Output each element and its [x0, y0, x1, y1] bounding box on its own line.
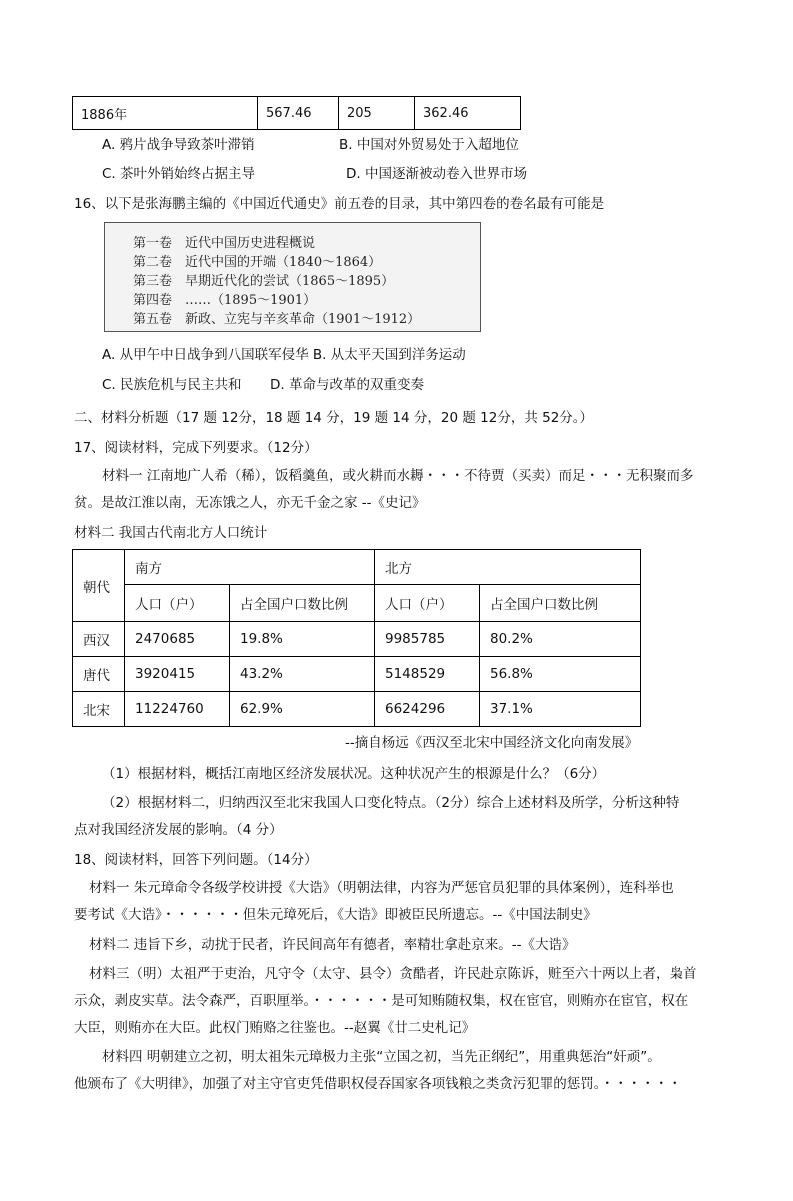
- cell-south-pop: 2470685: [125, 622, 230, 657]
- table-row: [73, 585, 641, 622]
- table-cell: 1886年: [73, 97, 258, 130]
- header-north: 北方: [375, 550, 641, 585]
- table-source: --摘自杨远《西汉至北宋中国经济文化向南发展》: [345, 735, 639, 751]
- cell-dynasty: 唐代: [73, 657, 125, 692]
- q18-stem: 18、阅读材料，回答下列问题。（14分）: [74, 852, 318, 868]
- q16-stem: 16、以下是张海鹏主编的《中国近代通史》前五卷的目录，其中第四卷的卷名最有可能是: [74, 196, 605, 212]
- cell-dynasty: 北宋: [73, 692, 125, 727]
- toc-line: 第五卷 新政、立宪与辛亥革命（1901～1912）: [133, 312, 421, 327]
- toc-line: 第二卷 近代中国的开端（1840～1864）: [133, 255, 382, 270]
- q18-material3-line2: 示众，剥皮实草。法令森严，百职厘举。・・・・・・是可知贿随权集，权在宦官，则贿亦在宦官，权在: [74, 993, 689, 1009]
- cell-north-ratio: 37.1%: [480, 692, 641, 727]
- q18-material2: 材料二 违旨下乡，动扰于民者，许民间高年有德者，率精壮拿赴京来。--《大诰》: [89, 937, 576, 953]
- population-table: [72, 549, 641, 727]
- toc-line: 第一卷 近代中国历史进程概说: [133, 236, 316, 251]
- q17-material2-title: 材料二 我国古代南北方人口统计: [74, 525, 268, 541]
- q15-option-d: D. 中国逐渐被动卷入世界市场: [346, 166, 527, 182]
- toc-line: 第三卷 早期近代化的尝试（1865～1895）: [133, 274, 395, 289]
- header-south-pop: 人口（户）: [125, 585, 230, 622]
- q18-material1-line1: 材料一 朱元璋命令各级学校讲授《大诰》（明朝法律，内容为严惩官员犯罪的具体案例），连科举也: [89, 880, 674, 896]
- header-dynasty: 朝代: [73, 550, 125, 622]
- header-north-pop: 人口（户）: [375, 585, 480, 622]
- cell-south-ratio: 43.2%: [230, 657, 375, 692]
- cell-north-ratio: 56.8%: [480, 657, 641, 692]
- toc-figure: [104, 222, 481, 332]
- q18-material1-line2: 要考试《大诰》・・・・・・但朱元璋死后，《大诰》即被臣民所遗忘。--《中国法制史》: [74, 907, 597, 923]
- header-south-ratio: 占全国户口数比例: [230, 585, 375, 622]
- trade-table: [72, 96, 521, 130]
- q15-option-c: C. 茶叶外销始终占据主导: [102, 166, 256, 182]
- q16-option-c: C. 民族危机与民主共和: [102, 377, 242, 393]
- cell-north-pop: 5148529: [375, 657, 480, 692]
- q16-option-d: D. 革命与改革的双重变奏: [270, 377, 424, 393]
- toc-line: 第四卷 ……（1895～1901）: [133, 293, 317, 308]
- q17-sub2-line2: 点对我国经济发展的影响。（4 分）: [74, 822, 283, 838]
- q15-option-a: A. 鸦片战争导致茶叶滞销: [102, 137, 255, 153]
- table-row: [73, 692, 641, 727]
- cell-south-ratio: 19.8%: [230, 622, 375, 657]
- table-cell: 362.46: [415, 97, 521, 130]
- header-south: 南方: [125, 550, 375, 585]
- q17-sub1: （1）根据材料，概括江南地区经济发展状况。这种状况产生的根源是什么？（6分）: [102, 766, 606, 782]
- cell-south-ratio: 62.9%: [230, 692, 375, 727]
- q17-stem: 17、阅读材料，完成下列要求。（12分）: [74, 440, 318, 456]
- table-row: [73, 97, 521, 130]
- table-row: [73, 657, 641, 692]
- q18-material3-line3: 大臣，则贿亦在大臣。此权门贿赂之往鉴也。--赵翼《廿二史札记》: [74, 1020, 476, 1036]
- table-row: [73, 550, 641, 585]
- q17-material1-line2: 贫。是故江淮以南，无冻饿之人，亦无千金之家 --《史记》: [74, 495, 426, 511]
- q16-options-ab: A. 从甲午中日战争到八国联军侵华 B. 从太平天国到洋务运动: [102, 347, 466, 363]
- q18-material3-line1: 材料三（明）太祖严于吏治，凡守令（太守、县令）贪酷者，许民赴京陈诉，赃至六十两以上者，枭首: [89, 966, 697, 982]
- q17-sub2-line1: （2）根据材料二，归纳西汉至北宋我国人口变化特点。（2分）综合上述材料及所学，分析这种特: [102, 795, 680, 811]
- cell-north-pop: 6624296: [375, 692, 480, 727]
- table-cell: 205: [339, 97, 415, 130]
- cell-south-pop: 11224760: [125, 692, 230, 727]
- cell-north-pop: 9985785: [375, 622, 480, 657]
- section-heading: 二、材料分析题（17 题 12分，18 题 14 分，19 题 14 分，20 题 12分，共 52分。）: [74, 410, 594, 426]
- cell-dynasty: 西汉: [73, 622, 125, 657]
- table-cell: 567.46: [258, 97, 339, 130]
- table-row: [73, 622, 641, 657]
- q17-material1-line1: 材料一 江南地广人希（稀），饭稻羹鱼，或火耕而水耨・・・不待贾（买卖）而足・・・无积聚而多: [102, 468, 694, 484]
- q15-option-b: B. 中国对外贸易处于入超地位: [339, 137, 519, 153]
- cell-south-pop: 3920415: [125, 657, 230, 692]
- q18-material4-line1: 材料四 明朝建立之初，明太祖朱元璋极力主张“立国之初，当先正纲纪”，用重典惩治“奸顽”。: [102, 1049, 661, 1065]
- cell-north-ratio: 80.2%: [480, 622, 641, 657]
- q18-material4-line2: 他颁布了《大明律》，加强了对主守官吏凭借职权侵吞国家各项钱粮之类贪污犯罪的惩罚。・・・・・・: [74, 1076, 682, 1092]
- header-north-ratio: 占全国户口数比例: [480, 585, 641, 622]
